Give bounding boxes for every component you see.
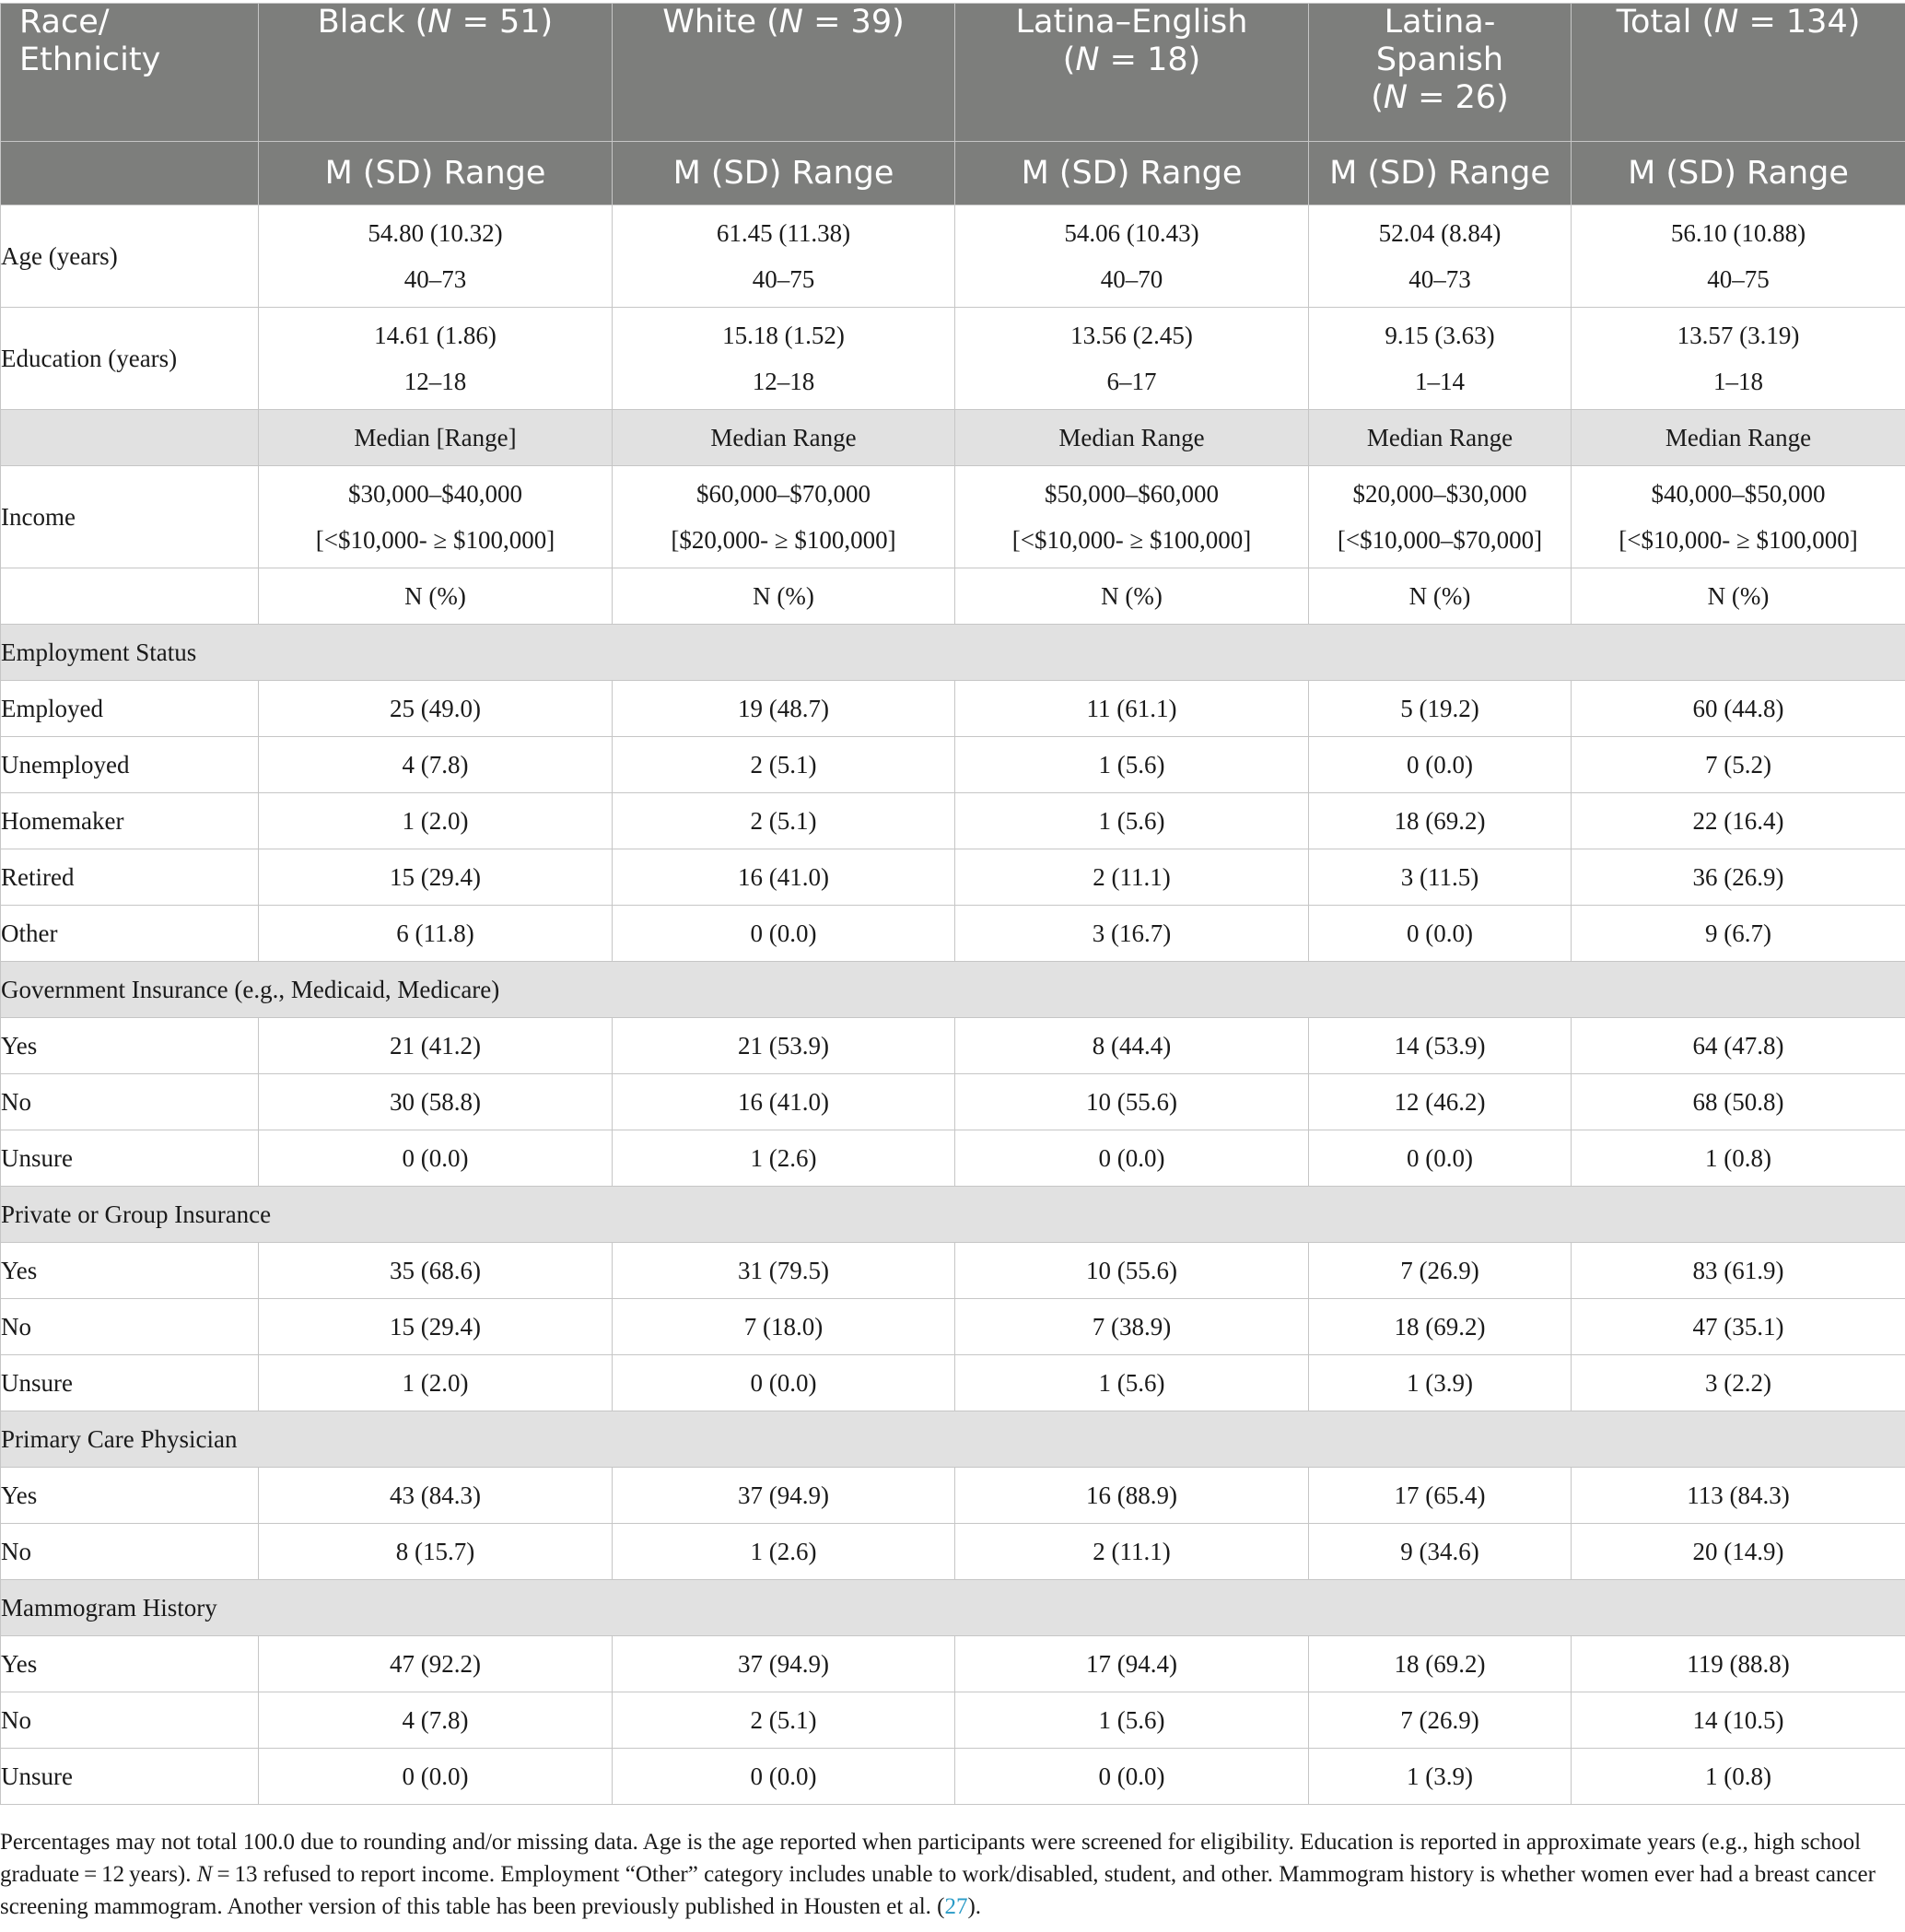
row-label: Income xyxy=(1,466,259,568)
table-cell: 7 (5.2) xyxy=(1572,737,1905,793)
table-row xyxy=(1,1524,1905,1580)
table-cell: 1 (5.6) xyxy=(955,1355,1309,1411)
subheader-cell: N (%) xyxy=(259,568,613,625)
table-row-median-header xyxy=(1,410,1905,466)
section-title: Employment Status xyxy=(1,625,1905,681)
row-label: Retired xyxy=(1,849,259,906)
row-label: Yes xyxy=(1,1018,259,1074)
row-label-blank xyxy=(1,568,259,625)
table-cell: 1 (5.6) xyxy=(955,737,1309,793)
table-cell: 30 (58.8) xyxy=(259,1074,613,1130)
table-row xyxy=(1,681,1905,737)
table-cell: 37 (94.9) xyxy=(613,1468,955,1524)
table-cell: 4 (7.8) xyxy=(259,737,613,793)
reference-link[interactable]: 27 xyxy=(944,1894,968,1919)
table-cell: 54.80 (10.32) 40–73 xyxy=(259,205,613,308)
subheader-cell: N (%) xyxy=(955,568,1309,625)
table-row xyxy=(1,1468,1905,1524)
section-header-row xyxy=(1,625,1905,681)
table-row xyxy=(1,1243,1905,1299)
table-cell: 0 (0.0) xyxy=(1309,1130,1572,1187)
subheader-cell: N (%) xyxy=(1572,568,1905,625)
table-row-income xyxy=(1,466,1905,568)
table-cell: 119 (88.8) xyxy=(1572,1636,1905,1692)
row-label: Age (years) xyxy=(1,205,259,308)
table-cell: 61.45 (11.38) 40–75 xyxy=(613,205,955,308)
table-row xyxy=(1,906,1905,962)
table-cell: 13.56 (2.45) 6–17 xyxy=(955,308,1309,410)
table-cell: 3 (11.5) xyxy=(1309,849,1572,906)
table-cell: 7 (38.9) xyxy=(955,1299,1309,1355)
table-row-education xyxy=(1,308,1905,410)
row-label: Yes xyxy=(1,1468,259,1524)
table-cell: 9 (6.7) xyxy=(1572,906,1905,962)
table-cell: 3 (16.7) xyxy=(955,906,1309,962)
subheader-cell: Median Range xyxy=(955,410,1309,466)
table-row-age xyxy=(1,205,1905,308)
table-cell: 35 (68.6) xyxy=(259,1243,613,1299)
subheader-cell: N (%) xyxy=(613,568,955,625)
table-cell: 18 (69.2) xyxy=(1309,1299,1572,1355)
table-row xyxy=(1,1299,1905,1355)
table-cell: 54.06 (10.43) 40–70 xyxy=(955,205,1309,308)
table-cell: $40,000–$50,000 [<$10,000- ≥ $100,000] xyxy=(1572,466,1905,568)
header-row-stats xyxy=(1,142,1905,205)
table-cell: 37 (94.9) xyxy=(613,1636,955,1692)
section-title: Government Insurance (e.g., Medicaid, Medicare) xyxy=(1,962,1905,1018)
table-cell: 10 (55.6) xyxy=(955,1243,1309,1299)
table-cell: 12 (46.2) xyxy=(1309,1074,1572,1130)
table-cell: 1 (2.0) xyxy=(259,793,613,849)
table-cell: 18 (69.2) xyxy=(1309,793,1572,849)
table-cell: 16 (41.0) xyxy=(613,1074,955,1130)
table-row xyxy=(1,1749,1905,1805)
section-title: Primary Care Physician xyxy=(1,1411,1905,1468)
table-cell: 15.18 (1.52) 12–18 xyxy=(613,308,955,410)
table-cell: 64 (47.8) xyxy=(1572,1018,1905,1074)
table-cell: 0 (0.0) xyxy=(259,1130,613,1187)
table-cell: 47 (35.1) xyxy=(1572,1299,1905,1355)
table-cell: 21 (53.9) xyxy=(613,1018,955,1074)
header-col-latina-english: Latina–English (N = 18) xyxy=(955,4,1309,142)
section-title: Private or Group Insurance xyxy=(1,1187,1905,1243)
table-cell: 113 (84.3) xyxy=(1572,1468,1905,1524)
row-label-blank xyxy=(1,410,259,466)
table-cell: 1 (5.6) xyxy=(955,793,1309,849)
row-label: Unsure xyxy=(1,1130,259,1187)
table-cell: $30,000–$40,000 [<$10,000- ≥ $100,000] xyxy=(259,466,613,568)
header-stat-label: M (SD) Range xyxy=(1572,142,1905,205)
table-cell: 21 (41.2) xyxy=(259,1018,613,1074)
table-cell: 8 (15.7) xyxy=(259,1524,613,1580)
header-stat-label: M (SD) Range xyxy=(955,142,1309,205)
row-label: Unsure xyxy=(1,1749,259,1805)
table-cell: 31 (79.5) xyxy=(613,1243,955,1299)
table-row-n-header xyxy=(1,568,1905,625)
table-row xyxy=(1,1130,1905,1187)
table-row xyxy=(1,1692,1905,1749)
table-cell: 22 (16.4) xyxy=(1572,793,1905,849)
row-label: Unemployed xyxy=(1,737,259,793)
header-col-white: White (N = 39) xyxy=(613,4,955,142)
table-cell: 1 (5.6) xyxy=(955,1692,1309,1749)
table-cell: 4 (7.8) xyxy=(259,1692,613,1749)
table-cell: 2 (11.1) xyxy=(955,849,1309,906)
table-cell: 20 (14.9) xyxy=(1572,1524,1905,1580)
header-corner xyxy=(1,4,259,142)
table-cell: 0 (0.0) xyxy=(613,1355,955,1411)
section-header-row xyxy=(1,1580,1905,1636)
table-cell: 36 (26.9) xyxy=(1572,849,1905,906)
table-cell: 68 (50.8) xyxy=(1572,1074,1905,1130)
table-footnote: Percentages may not total 100.0 due to rounding and/or missing data. Age is the age reported when participants were screened for eligibility. Education is reported in approximate years (e.g., high school graduate = 12 years). N = 13 refused to report income. Employment “Other” category includes unable to work/disabled, student, and other. Mammogram history is whether women ever had a breast cancer screening mammogram. Another version of this table has been previously published in Housten et al. (27). xyxy=(0,1830,1876,1919)
table-cell: 15 (29.4) xyxy=(259,1299,613,1355)
row-label: Yes xyxy=(1,1636,259,1692)
table-cell: 6 (11.8) xyxy=(259,906,613,962)
table-row xyxy=(1,849,1905,906)
section-header-row xyxy=(1,962,1905,1018)
table-cell: 0 (0.0) xyxy=(1309,906,1572,962)
subheader-cell: N (%) xyxy=(1309,568,1572,625)
table-cell: 5 (19.2) xyxy=(1309,681,1572,737)
subheader-cell: Median Range xyxy=(613,410,955,466)
row-label: Employed xyxy=(1,681,259,737)
table-cell: 1 (2.0) xyxy=(259,1355,613,1411)
table-cell: 2 (5.1) xyxy=(613,1692,955,1749)
header-col-total: Total (N = 134) xyxy=(1572,4,1905,142)
table-cell: 7 (18.0) xyxy=(613,1299,955,1355)
table-cell: 14.61 (1.86) 12–18 xyxy=(259,308,613,410)
row-label: Unsure xyxy=(1,1355,259,1411)
row-label: Homemaker xyxy=(1,793,259,849)
subheader-cell: Median Range xyxy=(1309,410,1572,466)
row-label: No xyxy=(1,1299,259,1355)
subheader-cell: Median [Range] xyxy=(259,410,613,466)
table-cell: 0 (0.0) xyxy=(955,1130,1309,1187)
table-cell: 15 (29.4) xyxy=(259,849,613,906)
row-label: Yes xyxy=(1,1243,259,1299)
section-title: Mammogram History xyxy=(1,1580,1905,1636)
section-header-row xyxy=(1,1411,1905,1468)
table-cell: $60,000–$70,000 [$20,000- ≥ $100,000] xyxy=(613,466,955,568)
table-cell: $50,000–$60,000 [<$10,000- ≥ $100,000] xyxy=(955,466,1309,568)
table-cell: 16 (41.0) xyxy=(613,849,955,906)
table-row xyxy=(1,1018,1905,1074)
section-header-row xyxy=(1,1187,1905,1243)
table-cell: 9.15 (3.63) 1–14 xyxy=(1309,308,1572,410)
table-cell: 11 (61.1) xyxy=(955,681,1309,737)
table-cell: 1 (2.6) xyxy=(613,1524,955,1580)
table-cell: 3 (2.2) xyxy=(1572,1355,1905,1411)
demographics-table xyxy=(0,3,1905,1805)
table-cell: 2 (11.1) xyxy=(955,1524,1309,1580)
table-cell: 1 (2.6) xyxy=(613,1130,955,1187)
table-row xyxy=(1,1074,1905,1130)
table-cell: 2 (5.1) xyxy=(613,793,955,849)
table-cell: 52.04 (8.84) 40–73 xyxy=(1309,205,1572,308)
table-cell: 1 (0.8) xyxy=(1572,1749,1905,1805)
table-cell: 0 (0.0) xyxy=(613,906,955,962)
table-cell: 7 (26.9) xyxy=(1309,1243,1572,1299)
header-corner-line1: Race/ xyxy=(19,4,110,41)
table-row xyxy=(1,737,1905,793)
table-cell: 0 (0.0) xyxy=(613,1749,955,1805)
table-cell: 1 (0.8) xyxy=(1572,1130,1905,1187)
table-row xyxy=(1,1636,1905,1692)
table-cell: 14 (53.9) xyxy=(1309,1018,1572,1074)
table-cell: 83 (61.9) xyxy=(1572,1243,1905,1299)
table-cell: 7 (26.9) xyxy=(1309,1692,1572,1749)
table-cell: 14 (10.5) xyxy=(1572,1692,1905,1749)
header-stat-blank xyxy=(1,142,259,205)
table-cell: 60 (44.8) xyxy=(1572,681,1905,737)
header-col-latina-spanish: Latina- Spanish (N = 26) xyxy=(1309,4,1572,142)
table-cell: 0 (0.0) xyxy=(955,1749,1309,1805)
row-label: No xyxy=(1,1074,259,1130)
table-cell: 43 (84.3) xyxy=(259,1468,613,1524)
table-row xyxy=(1,1355,1905,1411)
table-cell: 1 (3.9) xyxy=(1309,1749,1572,1805)
table-cell: $20,000–$30,000 [<$10,000–$70,000] xyxy=(1309,466,1572,568)
table-cell: 9 (34.6) xyxy=(1309,1524,1572,1580)
table-cell: 8 (44.4) xyxy=(955,1018,1309,1074)
table-cell: 13.57 (3.19) 1–18 xyxy=(1572,308,1905,410)
table-cell: 10 (55.6) xyxy=(955,1074,1309,1130)
header-corner-line2: Ethnicity xyxy=(19,41,161,78)
header-row-groups xyxy=(1,4,1905,142)
row-label: No xyxy=(1,1524,259,1580)
header-stat-label: M (SD) Range xyxy=(259,142,613,205)
table-cell: 47 (92.2) xyxy=(259,1636,613,1692)
table-cell: 2 (5.1) xyxy=(613,737,955,793)
table-cell: 56.10 (10.88) 40–75 xyxy=(1572,205,1905,308)
row-label: Education (years) xyxy=(1,308,259,410)
table-cell: 17 (94.4) xyxy=(955,1636,1309,1692)
header-col-black: Black (N = 51) xyxy=(259,4,613,142)
row-label: Other xyxy=(1,906,259,962)
table-cell: 17 (65.4) xyxy=(1309,1468,1572,1524)
table-cell: 0 (0.0) xyxy=(259,1749,613,1805)
subheader-cell: Median Range xyxy=(1572,410,1905,466)
table-cell: 16 (88.9) xyxy=(955,1468,1309,1524)
row-label: No xyxy=(1,1692,259,1749)
table-cell: 25 (49.0) xyxy=(259,681,613,737)
header-stat-label: M (SD) Range xyxy=(1309,142,1572,205)
table-cell: 0 (0.0) xyxy=(1309,737,1572,793)
table-cell: 19 (48.7) xyxy=(613,681,955,737)
table-cell: 1 (3.9) xyxy=(1309,1355,1572,1411)
header-stat-label: M (SD) Range xyxy=(613,142,955,205)
table-row xyxy=(1,793,1905,849)
table-cell: 18 (69.2) xyxy=(1309,1636,1572,1692)
